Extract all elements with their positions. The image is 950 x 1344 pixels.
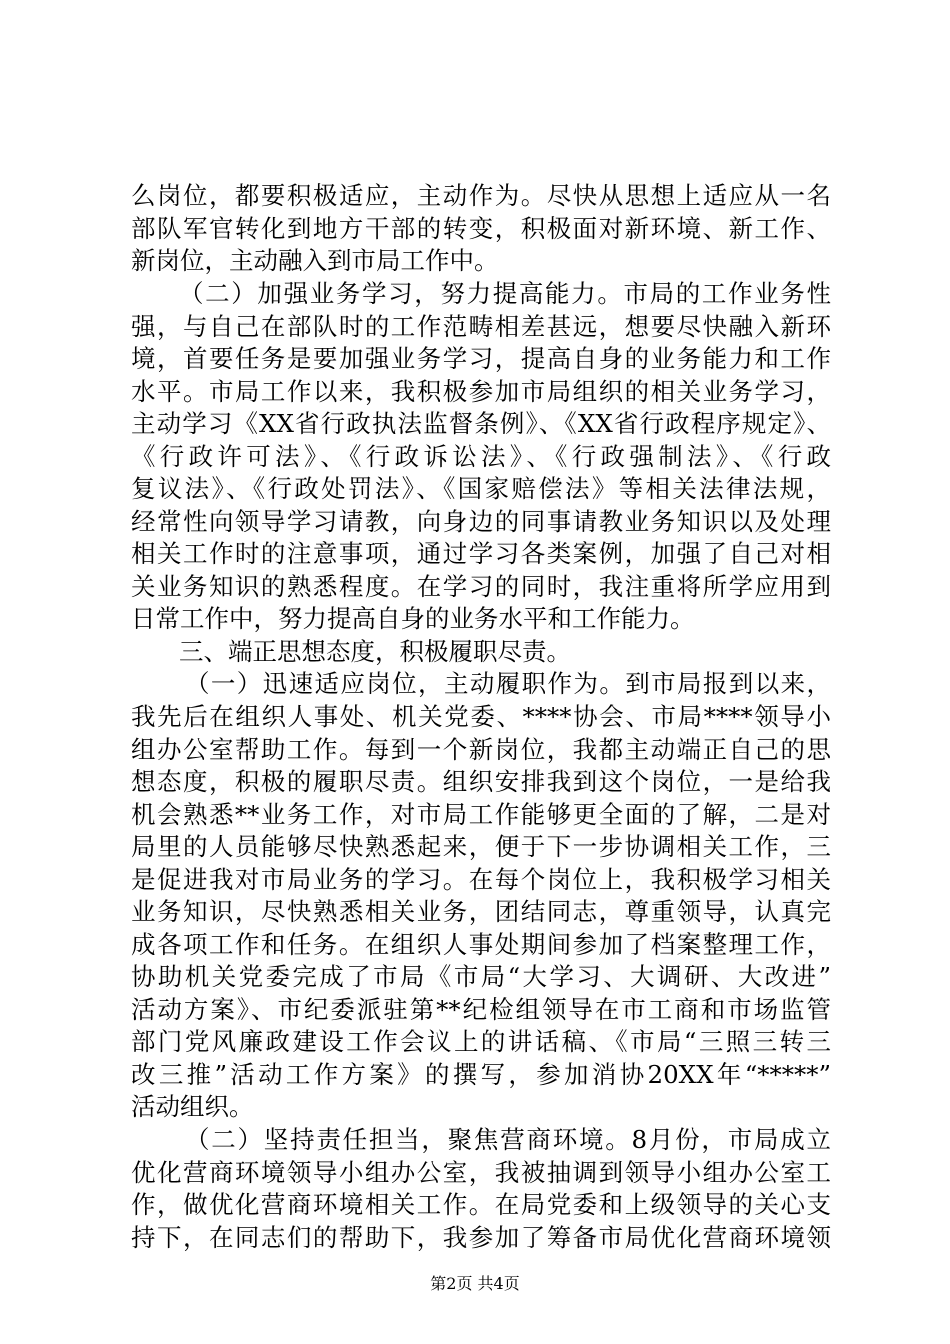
- text-line: 局里的人员能够尽快熟悉起来，便于下一步协调相关工作，三: [131, 832, 831, 861]
- text-line: 改三推”活动工作方案》的撰写，参加消协20XX年“*****”: [131, 1060, 831, 1089]
- text-line: 部队军官转化到地方干部的转变，积极面对新环境、新工作、: [131, 214, 831, 243]
- text-line: 机会熟悉**业务工作，对市局工作能够更全面的了解，二是对: [131, 800, 831, 829]
- text-line: 组办公室帮助工作。每到一个新岗位，我都主动端正自己的思: [131, 735, 831, 764]
- text-line: 日常工作中，努力提高自身的业务水平和工作能力。: [131, 604, 695, 633]
- text-line: 是促进我对市局业务的学习。在每个岗位上，我积极学习相关: [131, 865, 831, 894]
- text-line: 业务知识，尽快熟悉相关业务，团结同志，尊重领导，认真完: [131, 897, 831, 926]
- text-line: 相关工作时的注意事项，通过学习各类案例，加强了自己对相: [131, 539, 831, 568]
- text-line: 活动方案》、市纪委派驻第**纪检组领导在市工商和市场监管: [131, 995, 831, 1024]
- section-heading: 三、端正思想态度，积极履职尽责。: [179, 637, 571, 666]
- text-line: 我先后在组织人事处、机关党委、****协会、市局****领导小: [131, 702, 831, 731]
- text-line: 活动组织。: [131, 1092, 254, 1121]
- text-line: 关业务知识的熟悉程度。在学习的同时，我注重将所学应用到: [131, 572, 831, 601]
- text-line: 想态度，积极的履职尽责。组织安排我到这个岗位，一是给我: [131, 767, 831, 796]
- text-line: 《行政许可法》、《行政诉讼法》、《行政强制法》、《行政: [131, 442, 831, 471]
- text-line: 经常性向领导学习请教，向身边的同事请教业务知识以及处理: [131, 507, 831, 536]
- text-line: 作，做优化营商环境相关工作。在局党委和上级领导的关心支: [131, 1190, 831, 1219]
- text-line: 强，与自己在部队时的工作范畴相差甚远，想要尽快融入新环: [131, 312, 831, 341]
- text-line: 协助机关党委完成了市局《市局“大学习、大调研、大改进”: [131, 962, 831, 991]
- paragraph-heading: （二）加强业务学习，努力提高能力。市局的工作业务性: [179, 279, 831, 308]
- text-line: 水平。市局工作以来，我积极参加市局组织的相关业务学习，: [131, 377, 831, 406]
- text-line: 部门党风廉政建设工作会议上的讲话稿、《市局“三照三转三: [131, 1027, 831, 1056]
- text-line: 优化营商环境领导小组办公室，我被抽调到领导小组办公室工: [131, 1158, 831, 1187]
- paragraph-heading: （一）迅速适应岗位，主动履职作为。到市局报到以来，: [185, 669, 831, 698]
- text-line: 成各项工作和任务。在组织人事处期间参加了档案整理工作，: [131, 930, 831, 959]
- text-line: 持下，在同志们的帮助下，我参加了筹备市局优化营商环境领: [131, 1223, 831, 1252]
- text-line: 复议法》、《行政处罚法》、《国家赔偿法》等相关法律法规，: [131, 474, 831, 503]
- text-line: 新岗位，主动融入到市局工作中。: [131, 246, 499, 275]
- text-line: 境，首要任务是要加强业务学习，提高自身的业务能力和工作: [131, 344, 831, 373]
- paragraph-heading: （二）坚持责任担当，聚焦营商环境。8月份，市局成立: [185, 1125, 831, 1154]
- text-line: 主动学习《XX省行政执法监督条例》、《XX省行政程序规定》、: [131, 409, 831, 438]
- page-footer: 第2页 共4页: [430, 1274, 520, 1293]
- text-line: 么岗位，都要积极适应，主动作为。尽快从思想上适应从一名: [131, 181, 831, 210]
